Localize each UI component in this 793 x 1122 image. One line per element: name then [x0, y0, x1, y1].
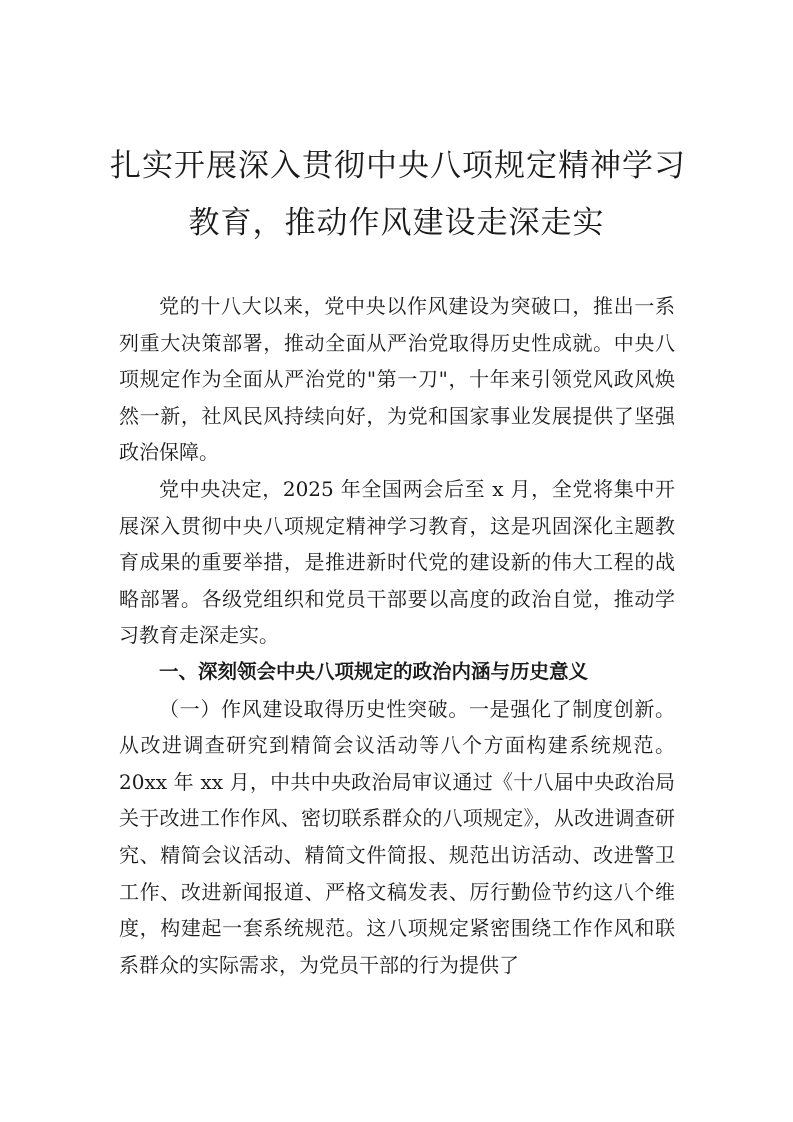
section-heading-1: 一、深刻领会中央八项规定的政治内涵与历史意义: [159, 659, 589, 683]
paragraph-intro: 党的十八大以来，党中央以作风建设为突破口，推出一系列重大决策部署，推动全面从严治党取得历史性成就。中央八项规定作为全面从严治党的"第一刀"，十年来引领党风政风焕然一新，社风民风持续向好，为党和国家事业发展提供了坚强政治保障。: [119, 294, 675, 465]
document-body: [119, 288, 675, 983]
title-line-2: 教育，推动作风建设走深走实: [188, 205, 605, 241]
title-line-1: 扎实开展深入贯彻中央八项规定精神学习: [110, 148, 686, 184]
paragraph-decision: 党中央决定，2025 年全国两会后至 x 月，全党将集中开展深入贯彻中央八项规定精神学习教育，这是巩固深化主题教育成果的重要举措，是推进新时代党的建设新的伟大工程的战略部署。各级党组织和党员干部要以高度的政治自觉，推动学习教育走深走实。: [119, 476, 675, 648]
document-title: [110, 138, 686, 252]
paragraph-section-1: （一）作风建设取得历史性突破。一是强化了制度创新。从改进调查研究到精简会议活动等八个方面构建系统规范。20xx 年 xx 月，中共中央政治局审议通过《十八届中央政治局关于改进工作作风、密切联系群众的八项规定》，从改进调查研究、精简会议活动、精简文件简报、规范出访活动、改进警卫工作、改进新闻报道、严格文稿发表、厉行勤俭节约这八个维度，构建起一套系统规范。这八项规定紧密围绕工作作风和联系群众的实际需求，为党员干部的行为提供了: [119, 696, 675, 977]
